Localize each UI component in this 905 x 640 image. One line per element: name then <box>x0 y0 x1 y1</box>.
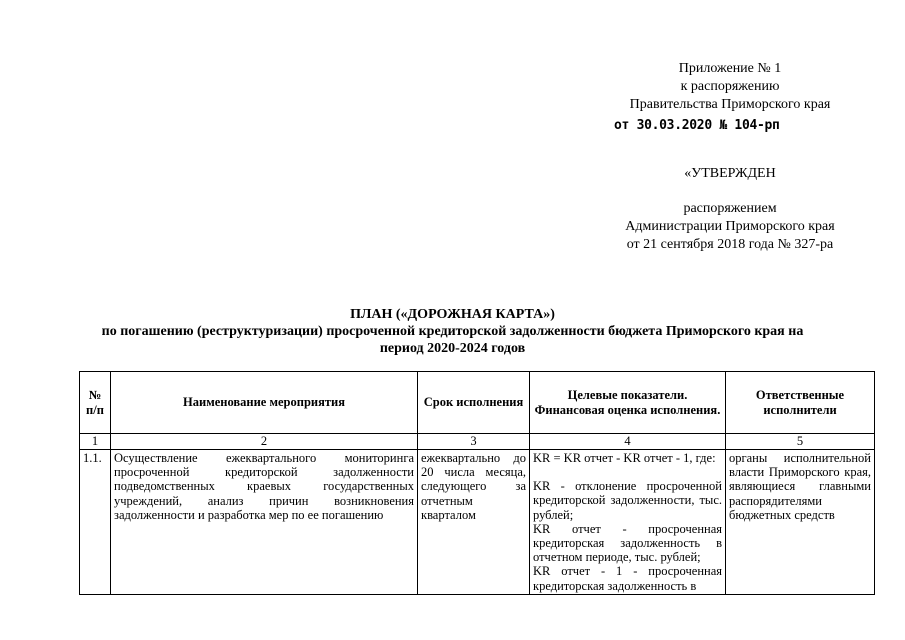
column-number: 2 <box>111 434 418 450</box>
appendix-reference: к распоряжению <box>680 79 780 94</box>
header-indicators: Целевые показатели. Финансовая оценка исполнения. <box>530 372 726 434</box>
indicator-spacer <box>533 465 722 479</box>
roadmap-table <box>79 371 875 595</box>
plan-subtitle-line2: период 2020-2024 годов <box>379 341 526 356</box>
column-number: 1 <box>80 434 111 450</box>
header-number: № п/п <box>80 372 111 434</box>
header-activity: Наименование мероприятия <box>111 372 418 434</box>
plan-subtitle-line1: по погашению (реструктуризации) просроченной кредиторской задолженности бюджета Приморского края на <box>101 324 804 339</box>
column-number: 4 <box>530 434 726 450</box>
column-number: 3 <box>418 434 530 450</box>
indicator-kr-report: KR отчет - просроченная кредиторская задолженность в отчетном периоде, тыс. рублей; <box>533 521 722 565</box>
row-indicators <box>530 450 726 595</box>
approved-date: от 21 сентября 2018 года № 327-ра <box>626 237 834 252</box>
approved-heading: «УТВЕРЖДЕН <box>684 166 776 181</box>
column-number: 5 <box>726 434 875 450</box>
approved-authority: Администрации Приморского края <box>625 219 835 234</box>
plan-title: ПЛАН («ДОРОЖНАЯ КАРТА») <box>350 307 555 322</box>
appendix-authority: Правительства Приморского края <box>629 97 831 112</box>
header-deadline: Срок исполнения <box>418 372 530 434</box>
indicator-kr: KR - отклонение просроченной кредиторской задолженности, тыс. рублей; <box>533 479 722 522</box>
appendix-signature-date: от 30.03.2020 № 104-рп <box>614 118 780 133</box>
row-activity: Осуществление ежеквартального мониторинга просроченной кредиторской задолженности подведомственных краевых государственных учреждений, анализ причин возникновения задолженности и разработка мер по ее погашению <box>111 450 418 595</box>
indicator-formula: KR = KR отчет - KR отчет - 1, где: <box>533 451 716 465</box>
row-deadline: ежеквартально до 20 числа месяца, следующего за отчетным кварталом <box>418 450 530 595</box>
table-row <box>80 450 875 595</box>
row-responsible: органы исполнительной власти Приморского края, являющиеся главными распорядителями бюджетных средств <box>726 450 875 595</box>
approved-by: распоряжением <box>683 201 777 216</box>
column-number-row <box>80 434 875 450</box>
table-header-row <box>80 372 875 434</box>
indicator-kr-report-prev: KR отчет - 1 - просроченная кредиторская задолженность в <box>533 564 722 593</box>
header-responsible: Ответственные исполнители <box>726 372 875 434</box>
appendix-number: Приложение № 1 <box>678 61 782 76</box>
row-number: 1.1. <box>80 450 111 595</box>
